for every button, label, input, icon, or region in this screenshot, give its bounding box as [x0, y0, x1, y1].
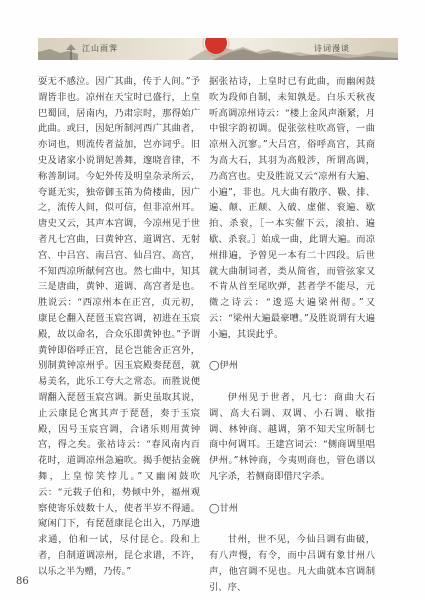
section-heading-ganzhou: ◯甘州	[209, 502, 238, 514]
header-right-title: 诗词漫谈	[314, 44, 350, 53]
section-spacer	[209, 516, 375, 532]
left-column	[38, 74, 200, 580]
header-left-title: 江山雨霁	[82, 44, 118, 53]
left-column-text: 耍无不感泣。因广其曲，传于人间。”予谓皆非也。凉州在天宝时已盛行，上皇巴蜀回，居南内，乃肃宗时，那得始广此曲。或曰，因妃所制河西广其曲者，亦词也，则流传者益加，岂亦词乎。旧史及诸家小说谓妃善舞，邃晓音律，不称善制词。今妃外传及明皇杂录所云，夸诞无实，独帝御玉笛为倚楼曲，因广之，流传人间，似可信，但非凉州耳。唐史又云，其声本宫调，今凉州见于世者凡七宫曲，曰黄钟宫、道调宫、无射宫、中吕宫、南吕宫、仙吕宫、高宫，不知西凉所献何宫也。然七曲中，知其三是唐曲，黄钟、道调、高宫者是也。胜说云：“西凉州本在正宫，贞元初，康昆仑翻入琵琶玉宸宫调，初进在玉宸殿，故以命名，合众乐即黄钟也。”予谓黄钟即俗呼正宫，昆仑岂能舍正宫外，别制黄钟凉州乎。因玉宸殿奏琵琶，就易美名，此乐工夸大之常态。而胜说便谓翻入琵琶玉宸宫调。新史虽取其说，止云康昆仑寓其声于琵琶，奏于玉宸殿，因号玉宸宫调，合诸乐则用黄钟宫，得之矣。张祜诗云：“春风南内百花时，道调凉州急遍吹。揭手便拈金碗舞，上皇惊笑悖儿。”又幽闲鼓吹云：“元载子伯和，势倾中外，福州观察使寄乐妓数十人，使者半岁不得通。窥闲门下，有琵琶康昆仑出入，乃厚遗求通，伯和一试，尽付昆仑。段和上者，自制道调凉州，昆仑求谱，不许，以乐之半为赠，乃传。”	[38, 76, 200, 577]
section-heading-yizhou: ◯伊州	[209, 360, 238, 372]
right-column	[209, 74, 375, 595]
section-spacer	[209, 485, 375, 501]
section-body-ganzhou: 甘州，世不见，今仙吕调有曲破，有八声慢，有令，而中吕调有象甘州八声，他宫调不见也。凡大曲就本宫调制引、序、	[209, 534, 375, 593]
section-spacer	[209, 343, 375, 359]
header-banner	[38, 38, 398, 60]
page-number: 86	[16, 576, 29, 587]
section-body-yizhou: 伊州见于世者，凡七：商曲大石调、高大石调、双调、小石调、歇指调、林钟商、越调，第不知天宝所制七商中何调耳。王建宫词云：“侧商调里唱伊州。”林钟商，今夷则商也，管色谱以凡字杀，若侧商即借尺字杀。	[209, 391, 375, 482]
section-spacer	[209, 374, 375, 390]
right-column-text: 据张祜诗，上皇时已有此曲，而幽闲鼓吹为段师自制，未知孰是。白乐天秋夜听高调凉州诗云：“楼上金风声渐紧，月中银字韵初调。促张弦柱吹高管，一曲凉州入沉寥。”大吕宫，俗呼高宫，其商为高大石，其羽为高般涉，所谓高调，乃高宫也。史及胜说又云“凉州有大遍、小遍”，非也。凡大曲有散序、靸、排、遍、颠、正颠、入破、虚催、衮遍、歇拍、杀衮，［一本实催下云，滚拍、遍歇、杀衮。］始成一曲，此谓大遍。而凉州排遍，予曾见一本有二十四段。后世就大曲制词者，类从简省，而管弦家又不肯从首至尾吹弹，甚者学不能尽，元微之诗云：“逡巡大遍梁州彻。”又云：“梁州大遍最豪嘈。”及胜说谓有大遍小遍，其误此乎。	[209, 76, 375, 340]
